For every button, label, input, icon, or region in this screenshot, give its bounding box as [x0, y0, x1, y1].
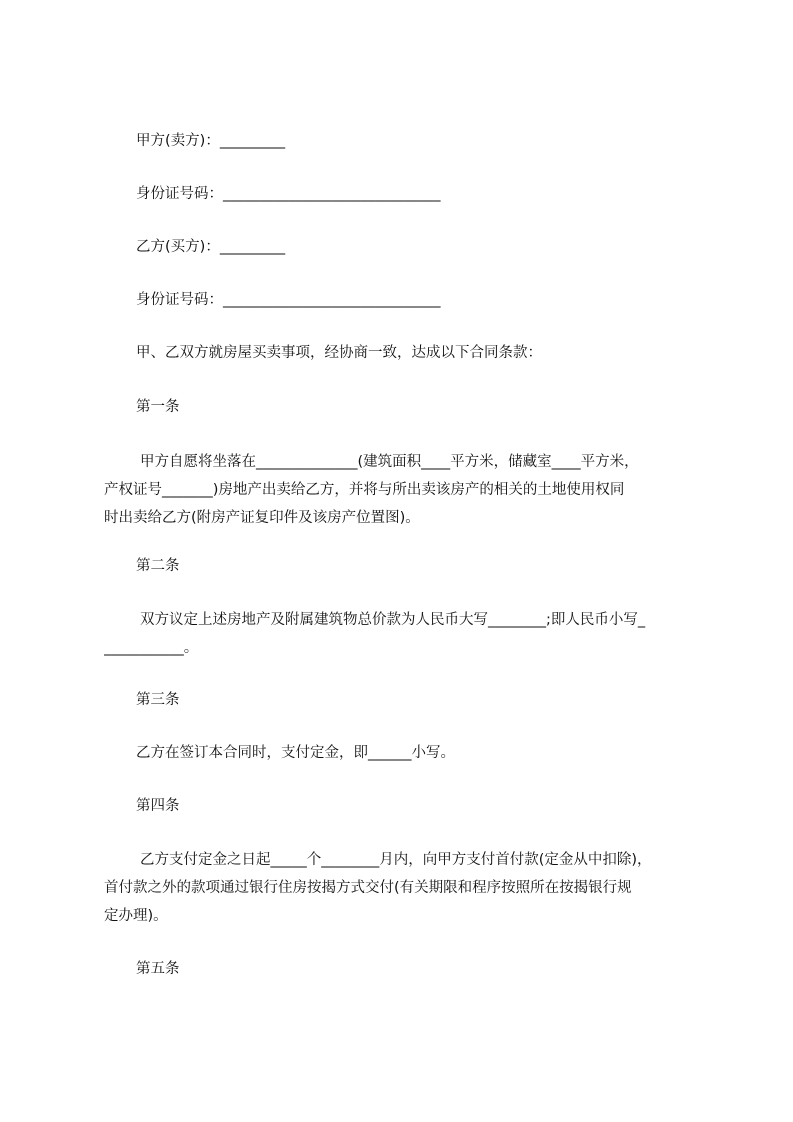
article-4-line-3: 定办理)。	[104, 908, 168, 924]
article-1-body	[104, 448, 700, 532]
article-2-line-2: ___________。	[104, 640, 199, 656]
article-2-line-1: 双方议定上述房地产及附属建筑物总价款为人民币大写________;即人民币小写_	[140, 612, 646, 628]
article-4-body	[104, 846, 700, 930]
article-1-title: 第一条	[136, 399, 180, 415]
article-2-body	[104, 606, 700, 662]
party-a-id-field: 身份证号码：______________________________	[136, 186, 441, 202]
article-4-line-2: 首付款之外的款项通过银行住房按揭方式交付(有关期限和程序按照所在按揭银行规	[104, 880, 632, 896]
article-1-line-2: 产权证号_______)房地产出卖给乙方，并将与所出卖该房产的相关的土地使用权同	[104, 482, 625, 498]
party-b-field: 乙方(买方)：_________	[136, 239, 286, 255]
party-a-field: 甲方(卖方)：_________	[136, 133, 286, 149]
party-b-id-field: 身份证号码：______________________________	[136, 292, 441, 308]
intro-text: 甲、乙双方就房屋买卖事项，经协商一致，达成以下合同条款：	[136, 345, 542, 361]
article-5-title: 第五条	[136, 961, 180, 977]
article-1-line-1: 甲方自愿将坐落在______________(建筑面积____平方米，储藏室____平方米，	[140, 454, 639, 470]
article-2-title: 第二条	[136, 558, 180, 574]
article-4-line-1: 乙方支付定金之日起_____个________月内，向甲方支付首付款(定金从中扣除)，	[140, 852, 652, 868]
article-1-line-3: 时出卖给乙方(附房产证复印件及该房产位置图)。	[104, 510, 420, 526]
article-3-line-1: 乙方在签订本合同时，支付定金，即______小写。	[136, 745, 455, 761]
article-4-title: 第四条	[136, 798, 180, 814]
article-3-title: 第三条	[136, 692, 180, 708]
